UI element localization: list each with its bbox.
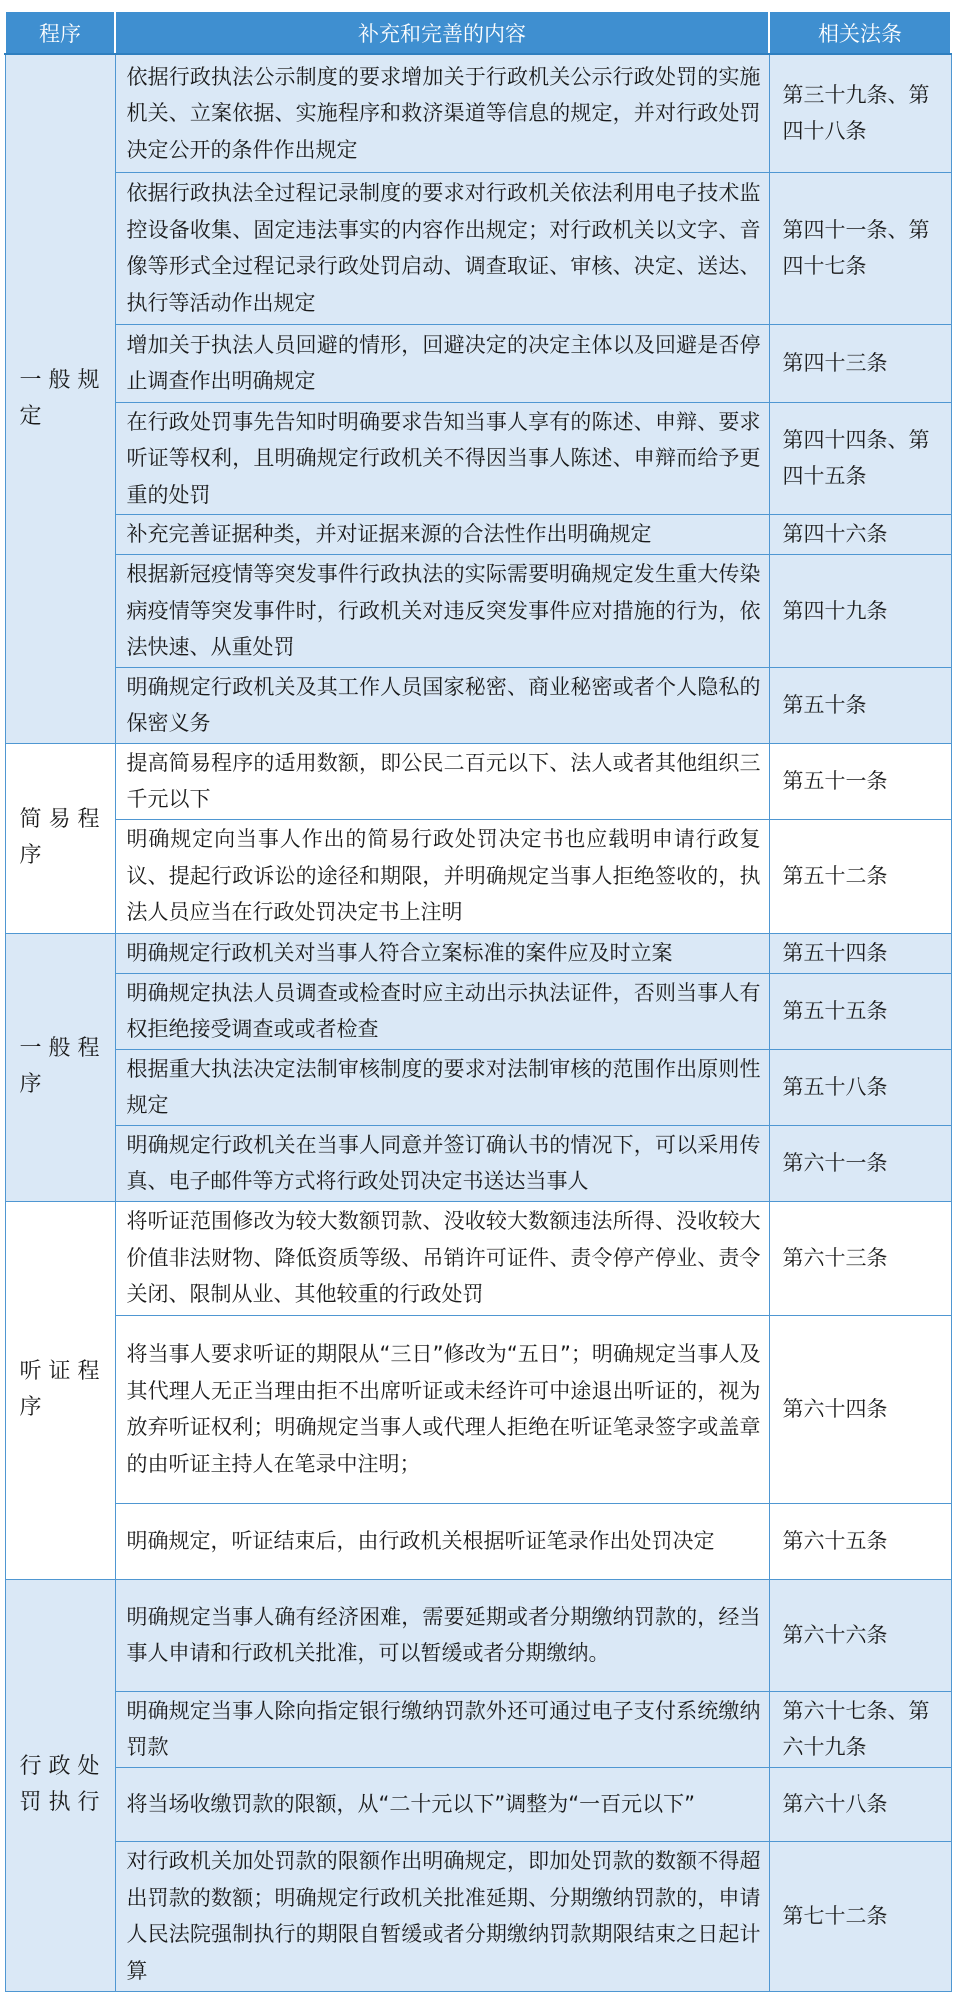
law-cell: 第六十五条 xyxy=(769,1503,951,1579)
law-cell: 第五十八条 xyxy=(769,1049,951,1125)
group-cell: 简易程序 xyxy=(5,743,115,933)
table-row xyxy=(5,54,951,172)
law-cell: 第四十六条 xyxy=(769,515,951,555)
group-cell: 行政处罚执行 xyxy=(5,1579,115,1991)
content-cell: 提高简易程序的适用数额，即公民二百元以下、法人或者其他组织三千元以下 xyxy=(115,743,769,819)
table-row xyxy=(5,819,951,933)
content-cell: 增加关于执法人员回避的情形，回避决定的决定主体以及回避是否停止调查作出明确规定 xyxy=(115,324,769,402)
table-row xyxy=(5,1691,951,1767)
content-cell: 明确规定执法人员调查或检查时应主动出示执法证件，否则当事人有权拒绝接受调查或或者检查 xyxy=(115,973,769,1049)
header-row xyxy=(5,11,951,54)
law-cell: 第六十四条 xyxy=(769,1315,951,1503)
law-cell: 第五十二条 xyxy=(769,819,951,933)
law-cell: 第六十一条 xyxy=(769,1125,951,1201)
law-cell: 第五十四条 xyxy=(769,933,951,973)
table-row xyxy=(5,973,951,1049)
law-cell: 第四十四条、第四十五条 xyxy=(769,402,951,515)
law-cell: 第四十九条 xyxy=(769,555,951,668)
table-row xyxy=(5,172,951,324)
table-row xyxy=(5,667,951,743)
content-cell: 明确规定，听证结束后，由行政机关根据听证笔录作出处罚决定 xyxy=(115,1503,769,1579)
header-procedure: 程序 xyxy=(5,11,115,54)
content-cell: 依据行政执法全过程记录制度的要求对行政机关依法利用电子技术监控设备收集、固定违法事实的内容作出规定；对行政机关以文字、音像等形式全过程记录行政处罚启动、调查取证、审核、决定、送达、执行等活动作出规定 xyxy=(115,172,769,324)
table-row xyxy=(5,555,951,668)
group-cell: 一般程序 xyxy=(5,933,115,1201)
table-row xyxy=(5,743,951,819)
content-cell: 补充完善证据种类，并对证据来源的合法性作出明确规定 xyxy=(115,515,769,555)
law-cell: 第六十三条 xyxy=(769,1201,951,1315)
content-cell: 明确规定当事人除向指定银行缴纳罚款外还可通过电子支付系统缴纳罚款 xyxy=(115,1691,769,1767)
content-cell: 依据行政执法公示制度的要求增加关于行政机关公示行政处罚的实施机关、立案依据、实施程序和救济渠道等信息的规定，并对行政处罚决定公开的条件作出规定 xyxy=(115,54,769,172)
content-cell: 明确规定行政机关在当事人同意并签订确认书的情况下，可以采用传真、电子邮件等方式将行政处罚决定书送达当事人 xyxy=(115,1125,769,1201)
table-row xyxy=(5,1841,951,1991)
content-cell: 明确规定向当事人作出的简易行政处罚决定书也应载明申请行政复议、提起行政诉讼的途径和期限，并明确规定当事人拒绝签收的，执法人员应当在行政处罚决定书上注明 xyxy=(115,819,769,933)
table-row xyxy=(5,515,951,555)
law-cell: 第三十九条、第四十八条 xyxy=(769,54,951,172)
content-cell: 将当场收缴罚款的限额，从“二十元以下”调整为“一百元以下” xyxy=(115,1767,769,1841)
content-cell: 在行政处罚事先告知时明确要求告知当事人享有的陈述、申辩、要求听证等权利，且明确规定行政机关不得因当事人陈述、申辩而给予更重的处罚 xyxy=(115,402,769,515)
group-cell: 一般规定 xyxy=(5,54,115,743)
table-row xyxy=(5,1767,951,1841)
table-row xyxy=(5,324,951,402)
table-row xyxy=(5,402,951,515)
law-cell: 第六十八条 xyxy=(769,1767,951,1841)
header-content: 补充和完善的内容 xyxy=(115,11,769,54)
law-cell: 第四十一条、第四十七条 xyxy=(769,172,951,324)
content-cell: 明确规定行政机关及其工作人员国家秘密、商业秘密或者个人隐私的保密义务 xyxy=(115,667,769,743)
table-row xyxy=(5,1315,951,1503)
law-comparison-table xyxy=(4,10,952,1992)
law-cell: 第五十一条 xyxy=(769,743,951,819)
content-cell: 明确规定当事人确有经济困难，需要延期或者分期缴纳罚款的，经当事人申请和行政机关批准，可以暂缓或者分期缴纳。 xyxy=(115,1579,769,1691)
content-cell: 将听证范围修改为较大数额罚款、没收较大数额违法所得、没收较大价值非法财物、降低资质等级、吊销许可证件、责令停产停业、责令关闭、限制从业、其他较重的行政处罚 xyxy=(115,1201,769,1315)
content-cell: 根据重大执法决定法制审核制度的要求对法制审核的范围作出原则性规定 xyxy=(115,1049,769,1125)
table-row xyxy=(5,1579,951,1691)
group-cell: 听证程序 xyxy=(5,1201,115,1579)
content-cell: 将当事人要求听证的期限从“三日”修改为“五日”；明确规定当事人及其代理人无正当理由拒不出席听证或未经许可中途退出听证的，视为放弃听证权利；明确规定当事人或代理人拒绝在听证笔录签字或盖章的由听证主持人在笔录中注明； xyxy=(115,1315,769,1503)
table-row xyxy=(5,1049,951,1125)
table-row xyxy=(5,1125,951,1201)
content-cell: 对行政机关加处罚款的限额作出明确规定，即加处罚款的数额不得超出罚款的数额；明确规定行政机关批准延期、分期缴纳罚款的，申请人民法院强制执行的期限自暂缓或者分期缴纳罚款期限结束之日起计算 xyxy=(115,1841,769,1991)
content-cell: 根据新冠疫情等突发事件行政执法的实际需要明确规定发生重大传染病疫情等突发事件时，行政机关对违反突发事件应对措施的行为，依法快速、从重处罚 xyxy=(115,555,769,668)
law-cell: 第六十七条、第六十九条 xyxy=(769,1691,951,1767)
law-cell: 第五十条 xyxy=(769,667,951,743)
table-row xyxy=(5,1201,951,1315)
law-cell: 第六十六条 xyxy=(769,1579,951,1691)
law-cell: 第七十二条 xyxy=(769,1841,951,1991)
law-cell: 第四十三条 xyxy=(769,324,951,402)
content-cell: 明确规定行政机关对当事人符合立案标准的案件应及时立案 xyxy=(115,933,769,973)
law-cell: 第五十五条 xyxy=(769,973,951,1049)
table-row xyxy=(5,933,951,973)
header-law: 相关法条 xyxy=(769,11,951,54)
table-row xyxy=(5,1503,951,1579)
